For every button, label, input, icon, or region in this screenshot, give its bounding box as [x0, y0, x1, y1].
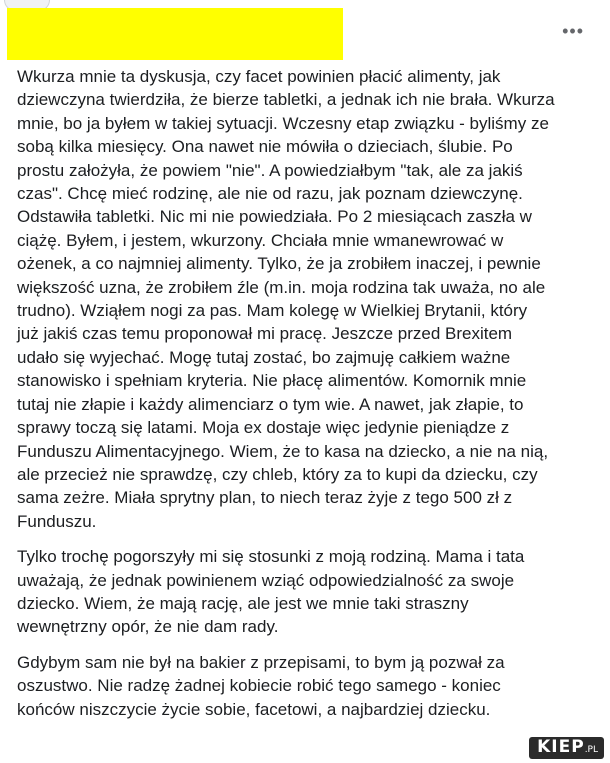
- more-dots-icon[interactable]: •••: [562, 21, 584, 41]
- watermark-suffix: .PL: [584, 745, 598, 755]
- kiep-watermark-logo: [529, 737, 604, 759]
- post-paragraph-3: Gdybym sam nie był na bakier z przepisami, to bym ją pozwał za oszustwo. Nie radzę żadnej kobiecie robić tego samego - koniec końców niszczycie życie sobie, facetowi, a najbardziej dziecku.: [17, 652, 505, 719]
- post-text: [17, 65, 577, 733]
- post-paragraph-2: Tylko trochę pogorszyły mi się stosunki z moją rodziną. Mama i tata uważają, że jednak powinienem wziąć odpowiedzialność za swoje dziecko. Wiem, że mają rację, ale jest we mnie taki straszny wewnętrzny opór, że nie dam rady.: [17, 547, 525, 637]
- author-name-redaction: [7, 8, 343, 60]
- post-paragraph-1: Wkurza mnie ta dyskusja, czy facet powinien płacić alimenty, jak dziewczyna twierdziła, że bierze tabletki, a jednak ich nie brała. Wkurza mnie, bo ja byłem w takiej sytuacji. Wczesny etap związku - byliśmy ze sobą kilka miesięcy. Ona nawet nie mówiła o dzieciach, ślubie. Po prostu założyła, że powiem "nie". A powiedziałbym "tak, ale za jakiś czas". Chcę mieć rodzinę, ale nie od razu, jak poznam dziewczynę. Odstawiła tabletki. Nic mi nie powiedziała. Po 2 miesiącach zaszła w ciążę. Byłem, i jestem, wkurzony. Chciała mnie wmanewrować w ożenek, a co najmniej alimenty. Tylko, że ja zrobiłem inaczej, i pewnie większość uzna, że zrobiłem źle (m.in. moja rodzina tak uważa, no ale trudno). Wziąłem nogi za pas. Mam kolegę w Wielkiej Brytanii, który już jakiś czas temu proponował mi pracę. Jeszcze przed Brexitem udało się wyjechać. Mogę tutaj zostać, bo zajmuję całkiem ważne stanowisko i spełniam kryteria. Nie płacę alimentów. Komornik mnie tutaj nie złapie i każdy alimenciarz o tym wie. A nawet, jak złapie, to sprawy toczą się latami. Moja ex dostaje więc jedynie pieniądze z Funduszu Alimentacyjnego. Wiem, że to kasa na dziecko, a nie na nią, ale przecież nie sprawdzę, czy chleb, który za to kupi da dziecku, czy sama zeżre. Miała sprytny plan, to niech teraz żyje z tego 500 zł z Funduszu.: [17, 67, 555, 531]
- watermark-main: KIEP: [537, 737, 585, 757]
